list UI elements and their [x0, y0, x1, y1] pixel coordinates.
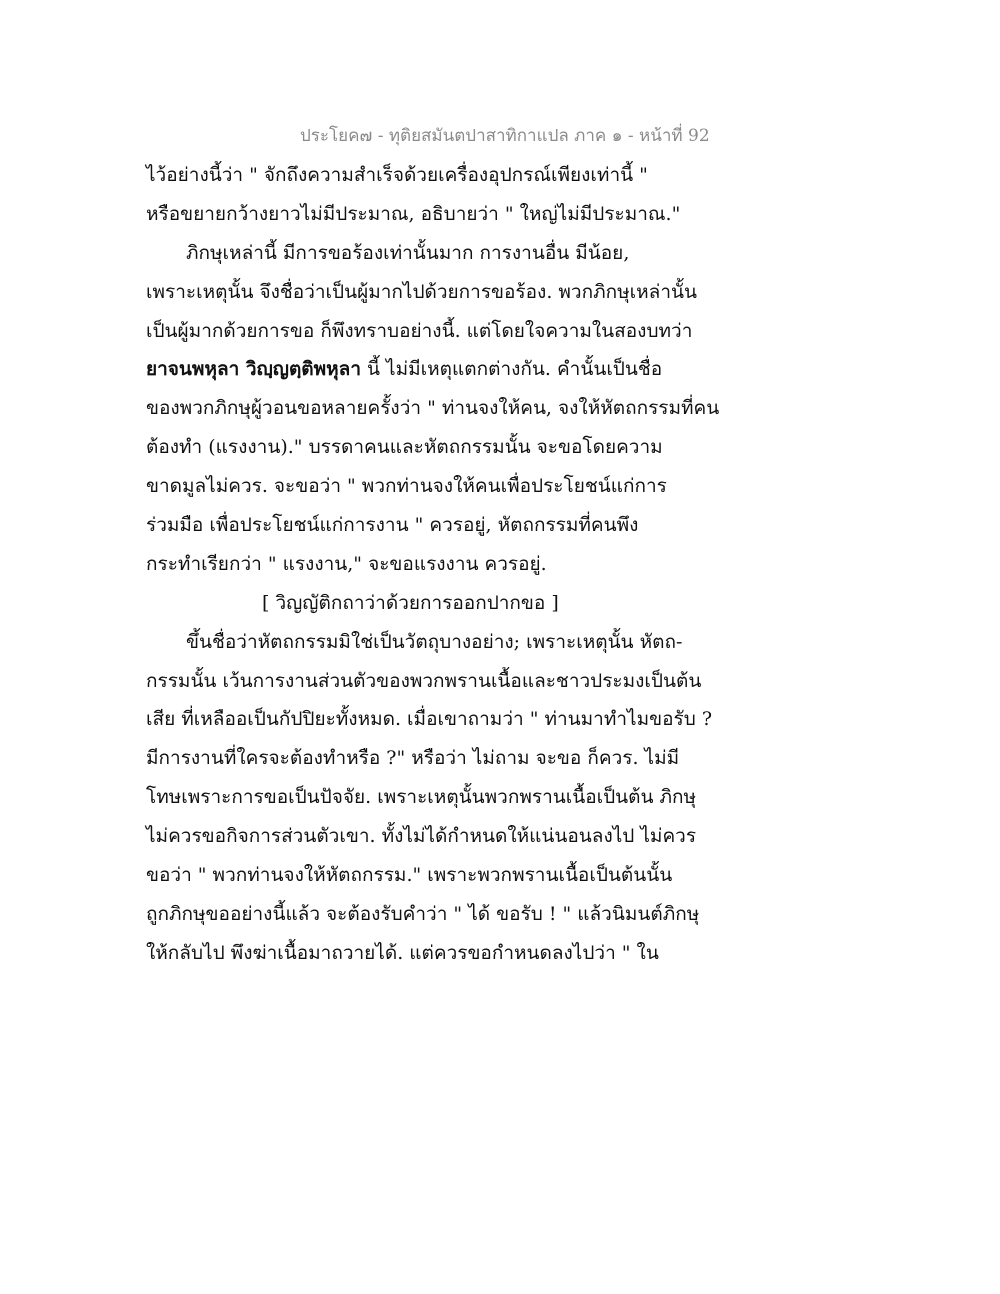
line-text: ขอว่า " พวกท่านจงให้หัตถกรรม." เพราะพวกพรานเนื้อเป็นต้นนั้น — [146, 864, 673, 887]
text-line — [146, 156, 746, 195]
running-header: ประโยค๗ - ทุติยสมันตปาสาทิกาแปล ภาค ๑ - หน้าที่ 92 — [300, 126, 710, 146]
line-text: นี้ ไม่มีเหตุแตกต่างกัน. คำนั้นเป็นชื่อ — [360, 358, 663, 381]
body-text — [146, 156, 746, 973]
text-line — [146, 895, 746, 934]
line-text: ไว้อย่างนี้ว่า " จักถึงความสำเร็จด้วยเครื่องอุปกรณ์เพียงเท่านี้ " — [146, 164, 648, 186]
text-line — [146, 389, 746, 428]
text-line — [146, 934, 746, 973]
text-line — [146, 739, 746, 778]
line-text: ของพวกภิกษุผู้วอนขอหลายครั้งว่า " ท่านจงให้คน, จงให้หัตถกรรมที่คน — [146, 397, 720, 420]
text-line — [146, 350, 746, 389]
line-text: เป็นผู้มากด้วยการขอ ก็พึงทราบอย่างนี้. แต่โดยใจความในสองบทว่า — [146, 319, 693, 342]
text-line — [146, 467, 746, 506]
text-line — [146, 506, 746, 545]
pali-term: ยาจนพหุลา วิญฺญตฺติพหุลา — [146, 358, 361, 381]
line-text: โทษเพราะการขอเป็นปัจจัย. เพราะเหตุนั้นพวกพรานเนื้อเป็นต้น ภิกษุ — [146, 786, 697, 809]
line-text: ถูกภิกษุขออย่างนี้แล้ว จะต้องรับคำว่า " ได้ ขอรับ ! " แล้วนิมนต์ภิกษุ — [146, 902, 700, 925]
text-line — [146, 700, 746, 739]
text-line — [146, 195, 746, 234]
section-heading-text: [ วิญญัติกถาว่าด้วยการออกปากขอ ] — [262, 591, 559, 614]
section-heading — [146, 584, 746, 623]
line-text: ให้กลับไป พึงฆ่าเนื้อมาถวายได้. แต่ควรขอกำหนดลงไปว่า " ใน — [146, 941, 659, 964]
text-line — [146, 545, 746, 584]
line-text: กรรมนั้น เว้นการงานส่วนตัวของพวกพรานเนื้อและชาวประมงเป็นต้น — [146, 669, 702, 692]
text-line — [146, 312, 746, 351]
line-text: หรือขยายกว้างยาวไม่มีประมาณ, อธิบายว่า " ใหญ่ไม่มีประมาณ." — [146, 202, 681, 225]
line-text: ขาดมูลไม่ควร. จะขอว่า " พวกท่านจงให้คนเพื่อประโยชน์แก่การ — [146, 475, 667, 498]
line-text: เพราะเหตุนั้น จึงชื่อว่าเป็นผู้มากไปด้วยการขอร้อง. พวกภิกษุเหล่านั้น — [146, 280, 697, 303]
paragraph-start-line — [146, 623, 746, 662]
line-text: เสีย ที่เหลืออเป็นกัปปิยะทั้งหมด. เมื่อเขาถามว่า " ท่านมาทำไมขอรับ ? — [146, 708, 713, 731]
text-line — [146, 778, 746, 817]
line-text: ขึ้นชื่อว่าหัตถกรรมมิใช่เป็นวัตถุบางอย่าง; เพราะเหตุนั้น หัตถ- — [186, 630, 683, 653]
line-text: มีการงานที่ใครจะต้องทำหรือ ?" หรือว่า ไม่ถาม จะขอ ก็ควร. ไม่มี — [146, 747, 680, 770]
text-line — [146, 817, 746, 856]
line-text: ร่วมมือ เพื่อประโยชน์แก่การงาน " ควรอยู่, หัตถกรรมที่คนพึง — [146, 514, 639, 537]
line-text: ต้องทำ (แรงงาน)." บรรดาคนและหัตถกรรมนั้น จะขอโดยความ — [146, 436, 663, 459]
line-text: ไม่ควรขอกิจการส่วนตัวเขา. ทั้งไม่ได้กำหนดให้แน่นอนลงไป ไม่ควร — [146, 825, 697, 848]
text-line — [146, 428, 746, 467]
text-line — [146, 662, 746, 701]
text-line — [146, 856, 746, 895]
line-text: กระทำเรียกว่า " แรงงาน," จะขอแรงงาน ควรอยู่. — [146, 552, 547, 575]
paragraph-start-line — [146, 234, 746, 273]
text-line — [146, 273, 746, 312]
line-text: ภิกษุเหล่านี้ มีการขอร้องเท่านั้นมาก การงานอื่น มีน้อย, — [186, 241, 630, 264]
